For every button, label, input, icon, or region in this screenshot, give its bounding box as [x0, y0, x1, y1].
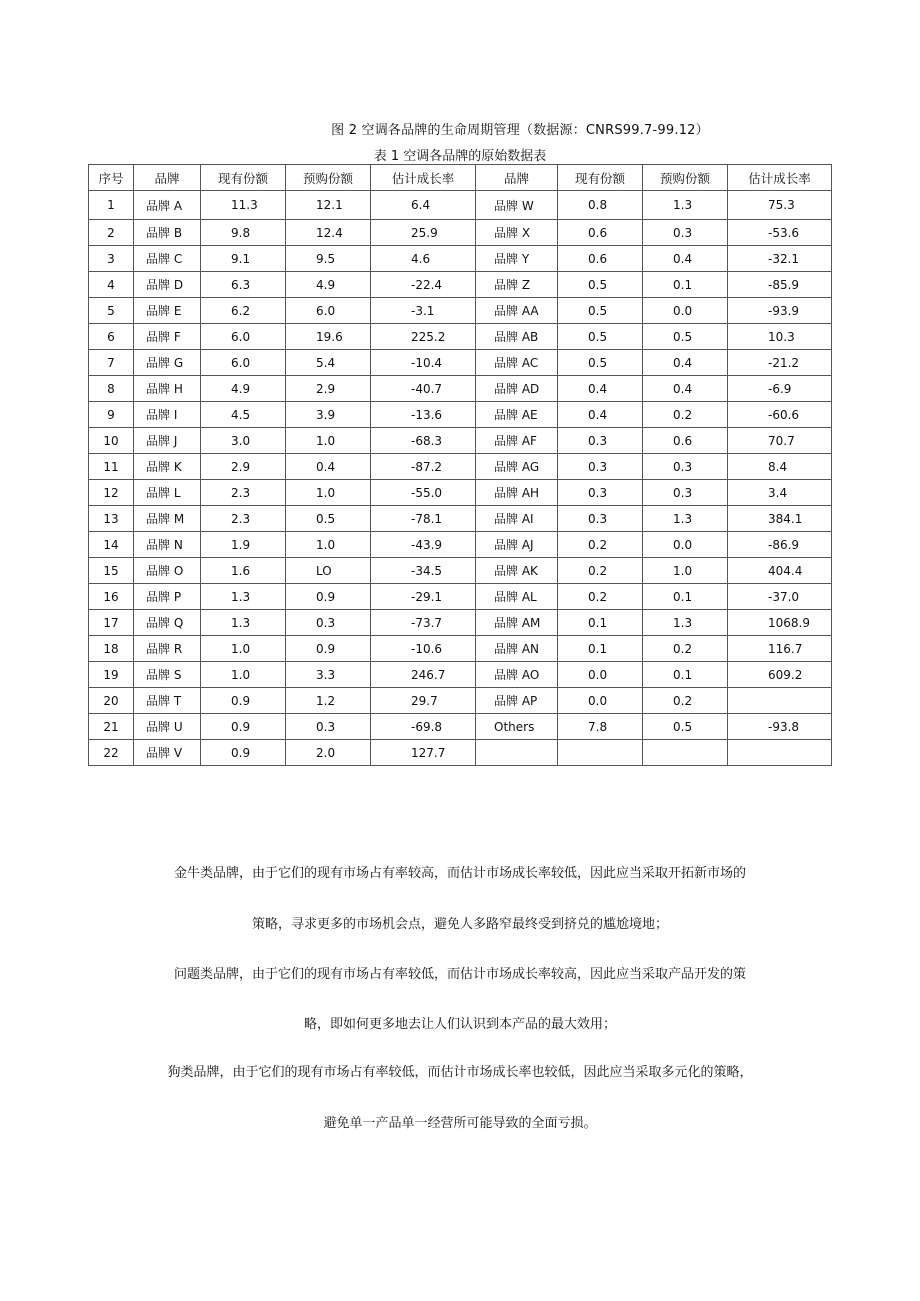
cell-index: 19: [89, 662, 134, 688]
cell-index: 4: [89, 272, 134, 298]
cell-current-share-2: 0.2: [558, 558, 643, 584]
cell-purchase-share: 1.0: [286, 532, 371, 558]
cell-brand-2: 品牌 Y: [476, 246, 558, 272]
cell-current-share: 9.8: [201, 220, 286, 246]
table-row: [89, 376, 832, 402]
cell-growth-rate: 225.2: [371, 324, 476, 350]
cell-current-share-2: 0.3: [558, 480, 643, 506]
figure-caption: 图 2 空调各品牌的生命周期管理（数据源：CNRS99.7-99.12）: [331, 123, 709, 138]
cell-growth-rate: -40.7: [371, 376, 476, 402]
cell-current-share-2: 0.4: [558, 376, 643, 402]
cell-purchase-share-2: 0.1: [643, 272, 728, 298]
cell-purchase-share: 0.9: [286, 636, 371, 662]
cell-current-share-2: 0.0: [558, 662, 643, 688]
cell-index: 17: [89, 610, 134, 636]
cell-growth-rate: 29.7: [371, 688, 476, 714]
cell-growth-rate: -43.9: [371, 532, 476, 558]
cell-current-share: 9.1: [201, 246, 286, 272]
table-row: [89, 688, 832, 714]
cell-purchase-share-2: 1.3: [643, 506, 728, 532]
cell-purchase-share-2: [643, 740, 728, 766]
cell-purchase-share: 3.9: [286, 402, 371, 428]
cell-brand: 品牌 L: [134, 480, 201, 506]
paragraph-question-2: 略，即如何更多地去让人们认识到本产品的最大效用；: [303, 1017, 616, 1032]
cell-brand-2: 品牌 AJ: [476, 532, 558, 558]
cell-brand-2: 品牌 AM: [476, 610, 558, 636]
cell-current-share-2: 0.3: [558, 428, 643, 454]
cell-growth-rate-2: 75.3: [728, 191, 832, 220]
cell-growth-rate-2: 609.2: [728, 662, 832, 688]
cell-current-share: 6.3: [201, 272, 286, 298]
cell-current-share: 2.3: [201, 506, 286, 532]
cell-purchase-share: LO: [286, 558, 371, 584]
cell-brand: 品牌 G: [134, 350, 201, 376]
cell-growth-rate-2: -53.6: [728, 220, 832, 246]
cell-current-share-2: [558, 740, 643, 766]
cell-purchase-share-2: 0.4: [643, 350, 728, 376]
header-current-share-2: 现有份额: [558, 165, 643, 191]
table-row: [89, 324, 832, 350]
cell-index: 8: [89, 376, 134, 402]
cell-growth-rate: -73.7: [371, 610, 476, 636]
cell-current-share-2: 0.2: [558, 584, 643, 610]
cell-purchase-share-2: 0.2: [643, 688, 728, 714]
cell-growth-rate: 25.9: [371, 220, 476, 246]
table-header-row: [89, 165, 832, 191]
cell-growth-rate-2: -93.9: [728, 298, 832, 324]
table-row: [89, 558, 832, 584]
cell-current-share: 2.9: [201, 454, 286, 480]
cell-purchase-share: 12.1: [286, 191, 371, 220]
cell-current-share-2: 0.5: [558, 298, 643, 324]
table-caption: 表 1 空调各品牌的原始数据表: [373, 149, 547, 164]
cell-purchase-share-2: 0.6: [643, 428, 728, 454]
cell-purchase-share: 1.0: [286, 480, 371, 506]
cell-purchase-share: 2.9: [286, 376, 371, 402]
cell-growth-rate: -55.0: [371, 480, 476, 506]
cell-brand-2: 品牌 Z: [476, 272, 558, 298]
cell-growth-rate: -78.1: [371, 506, 476, 532]
header-brand-2: 品牌: [476, 165, 558, 191]
table-row: [89, 220, 832, 246]
cell-purchase-share: 5.4: [286, 350, 371, 376]
table-row: [89, 428, 832, 454]
cell-purchase-share-2: 0.3: [643, 220, 728, 246]
cell-index: 14: [89, 532, 134, 558]
table-row: [89, 191, 832, 220]
cell-brand-2: [476, 740, 558, 766]
cell-brand-2: 品牌 AA: [476, 298, 558, 324]
cell-brand-2: 品牌 AC: [476, 350, 558, 376]
cell-purchase-share-2: 0.1: [643, 584, 728, 610]
brand-data-table: [88, 164, 832, 766]
cell-brand-2: 品牌 W: [476, 191, 558, 220]
cell-brand: 品牌 V: [134, 740, 201, 766]
cell-current-share-2: 0.8: [558, 191, 643, 220]
cell-current-share-2: 0.6: [558, 246, 643, 272]
cell-growth-rate-2: -60.6: [728, 402, 832, 428]
cell-current-share: 0.9: [201, 688, 286, 714]
cell-purchase-share: 12.4: [286, 220, 371, 246]
paragraph-dog-1: 狗类品牌，由于它们的现有市场占有率较低，而估计市场成长率也较低，因此应当采取多元化的策略，: [167, 1065, 753, 1080]
cell-growth-rate: -22.4: [371, 272, 476, 298]
cell-purchase-share: 6.0: [286, 298, 371, 324]
table-row: [89, 532, 832, 558]
cell-purchase-share-2: 0.5: [643, 324, 728, 350]
cell-brand-2: 品牌 AN: [476, 636, 558, 662]
cell-current-share-2: 0.4: [558, 402, 643, 428]
cell-purchase-share: 1.0: [286, 428, 371, 454]
cell-index: 21: [89, 714, 134, 740]
cell-current-share: 1.9: [201, 532, 286, 558]
cell-current-share-2: 0.0: [558, 688, 643, 714]
cell-growth-rate-2: -93.8: [728, 714, 832, 740]
cell-growth-rate-2: 70.7: [728, 428, 832, 454]
cell-current-share: 6.0: [201, 324, 286, 350]
cell-index: 5: [89, 298, 134, 324]
cell-growth-rate: -34.5: [371, 558, 476, 584]
cell-purchase-share: 9.5: [286, 246, 371, 272]
cell-current-share-2: 0.5: [558, 324, 643, 350]
table-row: [89, 506, 832, 532]
cell-brand: 品牌 C: [134, 246, 201, 272]
cell-index: 20: [89, 688, 134, 714]
paragraph-cash-cow-1: 金牛类品牌，由于它们的现有市场占有率较高，而估计市场成长率较低，因此应当采取开拓新市场的: [173, 866, 746, 881]
table-row: [89, 714, 832, 740]
cell-current-share: 0.9: [201, 740, 286, 766]
cell-growth-rate-2: 116.7: [728, 636, 832, 662]
cell-growth-rate-2: [728, 688, 832, 714]
table-row: [89, 480, 832, 506]
cell-growth-rate: -29.1: [371, 584, 476, 610]
cell-index: 12: [89, 480, 134, 506]
cell-current-share-2: 0.5: [558, 272, 643, 298]
table-row: [89, 298, 832, 324]
table-row: [89, 454, 832, 480]
cell-purchase-share-2: 0.5: [643, 714, 728, 740]
cell-brand-2: 品牌 AO: [476, 662, 558, 688]
cell-purchase-share: 3.3: [286, 662, 371, 688]
cell-growth-rate: -87.2: [371, 454, 476, 480]
cell-growth-rate-2: [728, 740, 832, 766]
cell-brand-2: 品牌 X: [476, 220, 558, 246]
cell-index: 13: [89, 506, 134, 532]
table-row: [89, 662, 832, 688]
cell-index: 3: [89, 246, 134, 272]
cell-current-share: 1.6: [201, 558, 286, 584]
cell-brand: 品牌 E: [134, 298, 201, 324]
cell-brand: 品牌 Q: [134, 610, 201, 636]
cell-brand: 品牌 A: [134, 191, 201, 220]
header-purchase-share-2: 预购份额: [643, 165, 728, 191]
cell-purchase-share: 0.4: [286, 454, 371, 480]
cell-current-share: 4.9: [201, 376, 286, 402]
table-row: [89, 350, 832, 376]
cell-brand: 品牌 B: [134, 220, 201, 246]
cell-current-share-2: 0.2: [558, 532, 643, 558]
cell-current-share: 1.0: [201, 662, 286, 688]
cell-brand-2: 品牌 AH: [476, 480, 558, 506]
cell-purchase-share-2: 1.3: [643, 191, 728, 220]
cell-index: 22: [89, 740, 134, 766]
cell-purchase-share: 0.3: [286, 610, 371, 636]
cell-current-share: 4.5: [201, 402, 286, 428]
cell-index: 9: [89, 402, 134, 428]
table-row: [89, 246, 832, 272]
cell-purchase-share-2: 0.3: [643, 454, 728, 480]
cell-brand: 品牌 T: [134, 688, 201, 714]
cell-brand-2: 品牌 AL: [476, 584, 558, 610]
cell-index: 2: [89, 220, 134, 246]
cell-growth-rate-2: 3.4: [728, 480, 832, 506]
cell-brand-2: 品牌 AF: [476, 428, 558, 454]
header-brand: 品牌: [134, 165, 201, 191]
cell-current-share: 2.3: [201, 480, 286, 506]
table-row: [89, 402, 832, 428]
cell-growth-rate-2: -37.0: [728, 584, 832, 610]
cell-purchase-share-2: 0.0: [643, 532, 728, 558]
cell-index: 1: [89, 191, 134, 220]
cell-purchase-share: 4.9: [286, 272, 371, 298]
table-row: [89, 584, 832, 610]
cell-purchase-share-2: 0.0: [643, 298, 728, 324]
table-row: [89, 610, 832, 636]
cell-index: 16: [89, 584, 134, 610]
header-current-share: 现有份额: [201, 165, 286, 191]
cell-growth-rate: -3.1: [371, 298, 476, 324]
cell-purchase-share: 19.6: [286, 324, 371, 350]
paragraph-question-1: 问题类品牌，由于它们的现有市场占有率较低，而估计市场成长率较高，因此应当采取产品开发的策: [173, 967, 746, 982]
cell-growth-rate: 246.7: [371, 662, 476, 688]
cell-growth-rate: -68.3: [371, 428, 476, 454]
cell-purchase-share: 0.9: [286, 584, 371, 610]
cell-current-share: 1.0: [201, 636, 286, 662]
header-purchase-share: 预购份额: [286, 165, 371, 191]
cell-current-share-2: 0.6: [558, 220, 643, 246]
cell-growth-rate-2: 404.4: [728, 558, 832, 584]
cell-growth-rate: -13.6: [371, 402, 476, 428]
table-row: [89, 740, 832, 766]
cell-current-share-2: 0.1: [558, 610, 643, 636]
cell-purchase-share: 1.2: [286, 688, 371, 714]
cell-growth-rate-2: -6.9: [728, 376, 832, 402]
cell-growth-rate: 127.7: [371, 740, 476, 766]
cell-current-share-2: 0.1: [558, 636, 643, 662]
paragraph-cash-cow-2: 策略，寻求更多的市场机会点，避免人多路窄最终受到挤兑的尴尬境地；: [251, 917, 668, 932]
cell-growth-rate-2: 1068.9: [728, 610, 832, 636]
header-growth-rate-2: 估计成长率: [728, 165, 832, 191]
cell-growth-rate-2: 8.4: [728, 454, 832, 480]
cell-brand-2: 品牌 AK: [476, 558, 558, 584]
cell-current-share: 0.9: [201, 714, 286, 740]
cell-purchase-share-2: 0.1: [643, 662, 728, 688]
cell-brand: 品牌 J: [134, 428, 201, 454]
cell-brand: 品牌 S: [134, 662, 201, 688]
cell-purchase-share-2: 0.4: [643, 246, 728, 272]
cell-growth-rate-2: -32.1: [728, 246, 832, 272]
cell-brand: 品牌 N: [134, 532, 201, 558]
cell-purchase-share-2: 0.4: [643, 376, 728, 402]
header-growth-rate: 估计成长率: [371, 165, 476, 191]
cell-growth-rate-2: 384.1: [728, 506, 832, 532]
cell-brand-2: 品牌 AE: [476, 402, 558, 428]
cell-purchase-share-2: 0.3: [643, 480, 728, 506]
cell-brand: 品牌 O: [134, 558, 201, 584]
cell-purchase-share: 2.0: [286, 740, 371, 766]
cell-current-share: 6.2: [201, 298, 286, 324]
cell-brand-2: 品牌 AB: [476, 324, 558, 350]
table-row: [89, 272, 832, 298]
cell-current-share: 11.3: [201, 191, 286, 220]
cell-purchase-share-2: 0.2: [643, 402, 728, 428]
cell-current-share-2: 0.3: [558, 506, 643, 532]
cell-growth-rate-2: -86.9: [728, 532, 832, 558]
cell-brand-2: 品牌 AI: [476, 506, 558, 532]
cell-current-share-2: 0.5: [558, 350, 643, 376]
cell-index: 6: [89, 324, 134, 350]
cell-index: 15: [89, 558, 134, 584]
paragraph-dog-2: 避免单一产品单一经营所可能导致的全面亏损。: [323, 1116, 597, 1131]
cell-current-share-2: 7.8: [558, 714, 643, 740]
cell-current-share: 3.0: [201, 428, 286, 454]
cell-brand: 品牌 I: [134, 402, 201, 428]
cell-index: 7: [89, 350, 134, 376]
table-row: [89, 636, 832, 662]
cell-growth-rate: 6.4: [371, 191, 476, 220]
cell-purchase-share-2: 1.0: [643, 558, 728, 584]
cell-growth-rate-2: 10.3: [728, 324, 832, 350]
cell-brand: 品牌 D: [134, 272, 201, 298]
cell-growth-rate-2: -85.9: [728, 272, 832, 298]
cell-current-share-2: 0.3: [558, 454, 643, 480]
cell-brand-2: 品牌 AG: [476, 454, 558, 480]
cell-growth-rate: -10.4: [371, 350, 476, 376]
cell-brand: 品牌 K: [134, 454, 201, 480]
cell-current-share: 1.3: [201, 584, 286, 610]
cell-growth-rate: -69.8: [371, 714, 476, 740]
cell-growth-rate: 4.6: [371, 246, 476, 272]
cell-brand: 品牌 M: [134, 506, 201, 532]
cell-purchase-share-2: 1.3: [643, 610, 728, 636]
cell-current-share: 6.0: [201, 350, 286, 376]
cell-brand-2: Others: [476, 714, 558, 740]
header-index: 序号: [89, 165, 134, 191]
cell-brand: 品牌 R: [134, 636, 201, 662]
cell-growth-rate-2: -21.2: [728, 350, 832, 376]
cell-brand: 品牌 H: [134, 376, 201, 402]
cell-purchase-share-2: 0.2: [643, 636, 728, 662]
cell-brand: 品牌 P: [134, 584, 201, 610]
cell-purchase-share: 0.3: [286, 714, 371, 740]
cell-brand: 品牌 U: [134, 714, 201, 740]
cell-index: 10: [89, 428, 134, 454]
cell-brand-2: 品牌 AD: [476, 376, 558, 402]
cell-purchase-share: 0.5: [286, 506, 371, 532]
cell-brand: 品牌 F: [134, 324, 201, 350]
cell-index: 11: [89, 454, 134, 480]
cell-brand-2: 品牌 AP: [476, 688, 558, 714]
cell-growth-rate: -10.6: [371, 636, 476, 662]
cell-index: 18: [89, 636, 134, 662]
cell-current-share: 1.3: [201, 610, 286, 636]
